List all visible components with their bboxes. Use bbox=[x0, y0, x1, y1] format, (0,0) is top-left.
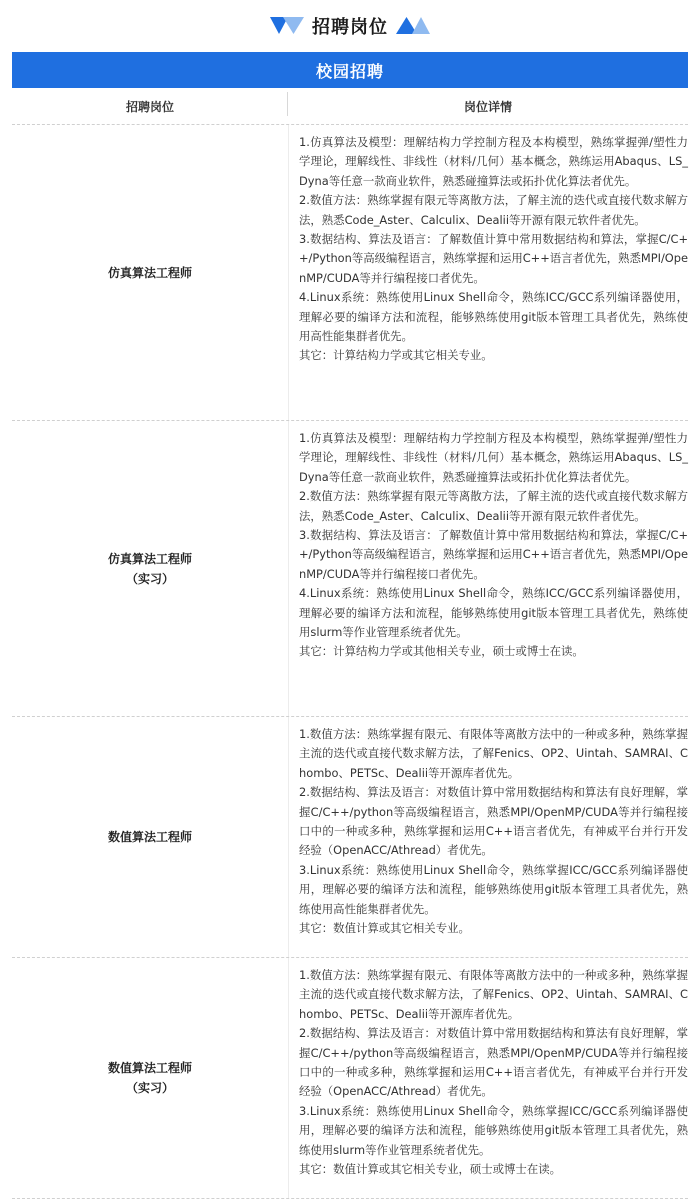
position-title: 数值算法工程师 bbox=[107, 1061, 192, 1075]
section-banner: 校园招聘 bbox=[12, 52, 688, 88]
detail-paragraph: 2.数值方法：熟练掌握有限元等离散方法，了解主流的迭代或直接代数求解方法，熟悉Code_Aster、Calculix、Dealii等开源有限元软件者优先。 bbox=[299, 489, 688, 523]
table-row bbox=[12, 958, 688, 1199]
detail-paragraph: 其它：数值计算或其它相关专业。 bbox=[299, 921, 470, 936]
position-title: 仿真算法工程师 bbox=[107, 551, 192, 566]
page-header bbox=[0, 0, 700, 52]
detail-paragraph: 其它：计算结构力学或其他相关专业，硕士或博士在读。 bbox=[299, 644, 584, 659]
detail-paragraph: 其它：计算结构力学或其它相关专业。 bbox=[299, 348, 493, 363]
header-details: 岗位详情 bbox=[463, 99, 512, 114]
position-cell bbox=[12, 958, 289, 1198]
detail-paragraph: 4.Linux系统：熟练使用Linux Shell命令，熟练ICC/GCC系列编译器使用，理解必要的编译方法和流程，能够熟练使用git版本管理工具者优先，熟练使用高性能集群者优先。 bbox=[299, 290, 688, 344]
detail-paragraph: 2.数据结构、算法及语言：对数值计算中常用数据结构和算法有良好理解，掌握C/C++/python等高级编程语言，熟悉MPI/OpenMP/CUDA等并行编程接口中的一种或多种，熟练掌握和运用C++语言者优先，有神威平台并行开发经验（OpenACC/Athread）者优先。 bbox=[299, 785, 688, 858]
detail-paragraph: 2.数据结构、算法及语言：对数值计算中常用数据结构和算法有良好理解，掌握C/C++/python等高级编程语言，熟悉MPI/OpenMP/CUDA等并行编程接口中的一种或多种，熟练掌握和运用C++语言者优先，有神威平台并行开发经验（OpenACC/Athread）者优先。 bbox=[299, 1026, 688, 1099]
detail-paragraph: 1.仿真算法及模型：理解结构力学控制方程及本构模型，熟练掌握弹/塑性力学理论，理解线性、非线性（材料/几何）基本概念，熟练运用Abaqus、LS_Dyna等任意一款商业软件，熟悉碰撞算法或拓扑优化算法者优先。 bbox=[299, 135, 688, 188]
table-row bbox=[12, 421, 688, 717]
detail-paragraph: 1.仿真算法及模型：理解结构力学控制方程及本构模型，熟练掌握弹/塑性力学理论，理解线性、非线性（材料/几何）基本概念，熟练运用Abaqus、LS_Dyna等任意一款商业软件，熟悉碰撞算法或拓扑优化算法者优先。 bbox=[299, 431, 688, 484]
detail-paragraph: 4.Linux系统：熟练使用Linux Shell命令，熟练ICC/GCC系列编译器使用，理解必要的编译方法和流程，能够熟练使用git版本管理工具者优先，熟练使用slurm等作业管理系统者优先。 bbox=[299, 586, 688, 640]
detail-paragraph: 2.数值方法：熟练掌握有限元等离散方法，了解主流的迭代或直接代数求解方法，熟悉Code_Aster、Calculix、Dealii等开源有限元软件者优先。 bbox=[299, 193, 688, 227]
position-cell bbox=[12, 125, 289, 420]
position-title: 仿真算法工程师 bbox=[107, 265, 192, 280]
detail-paragraph: 其它：数值计算或其它相关专业，硕士或博士在读。 bbox=[299, 1162, 561, 1177]
detail-paragraph: 3.Linux系统：熟练使用Linux Shell命令，熟练掌握ICC/GCC系列编译器使用，理解必要的编译方法和流程，能够熟练使用git版本管理工具者优先，熟练使用slurm等作业管理系统者优先。 bbox=[299, 1103, 688, 1157]
details-cell bbox=[289, 421, 688, 716]
triangle-decoration-icon bbox=[396, 17, 430, 35]
table-body bbox=[12, 125, 688, 1199]
details-cell bbox=[289, 717, 688, 957]
page-title: 招聘岗位 bbox=[312, 17, 388, 38]
table-header bbox=[12, 88, 688, 125]
triangle-decoration-icon bbox=[270, 17, 304, 35]
details-cell bbox=[289, 125, 688, 420]
detail-paragraph: 3.Linux系统：熟练使用Linux Shell命令，熟练掌握ICC/GCC系列编译器使用，理解必要的编译方法和流程，能够熟练使用git版本管理工具者优先，熟练使用高性能集群者优先。 bbox=[299, 862, 688, 916]
details-cell bbox=[289, 958, 688, 1198]
detail-paragraph: 3.数据结构、算法及语言：了解数值计算中常用数据结构和算法，掌握C/C++/Python等高级编程语言，熟练掌握和运用C++语言者优先，熟悉MPI/OpenMP/CUDA等并行编程接口者优先。 bbox=[299, 528, 688, 581]
detail-paragraph: 1.数值方法：熟练掌握有限元、有限体等离散方法中的一种或多种，熟练掌握主流的迭代或直接代数求解方法，了解Fenics、OP2、Uintah、SAMRAI、Chombo、PETSc、Dealii等开源库者优先。 bbox=[299, 968, 688, 1021]
position-title: 数值算法工程师 bbox=[107, 830, 192, 844]
job-table bbox=[12, 88, 688, 1199]
table-row bbox=[12, 125, 688, 421]
table-row bbox=[12, 717, 688, 958]
position-subtitle: （实习） bbox=[125, 571, 174, 586]
position-subtitle: （实习） bbox=[125, 1081, 174, 1095]
header-position: 招聘岗位 bbox=[12, 98, 288, 115]
position-cell bbox=[12, 421, 289, 716]
detail-paragraph: 3.数据结构、算法及语言：了解数值计算中常用数据结构和算法，掌握C/C++/Python等高级编程语言，熟练掌握和运用C++语言者优先，熟悉MPI/OpenMP/CUDA等并行编程接口者优先。 bbox=[299, 232, 688, 285]
detail-paragraph: 1.数值方法：熟练掌握有限元、有限体等离散方法中的一种或多种，熟练掌握主流的迭代或直接代数求解方法，了解Fenics、OP2、Uintah、SAMRAI、Chombo、PETSc、Dealii等开源库者优先。 bbox=[299, 727, 688, 780]
position-cell bbox=[12, 717, 289, 957]
